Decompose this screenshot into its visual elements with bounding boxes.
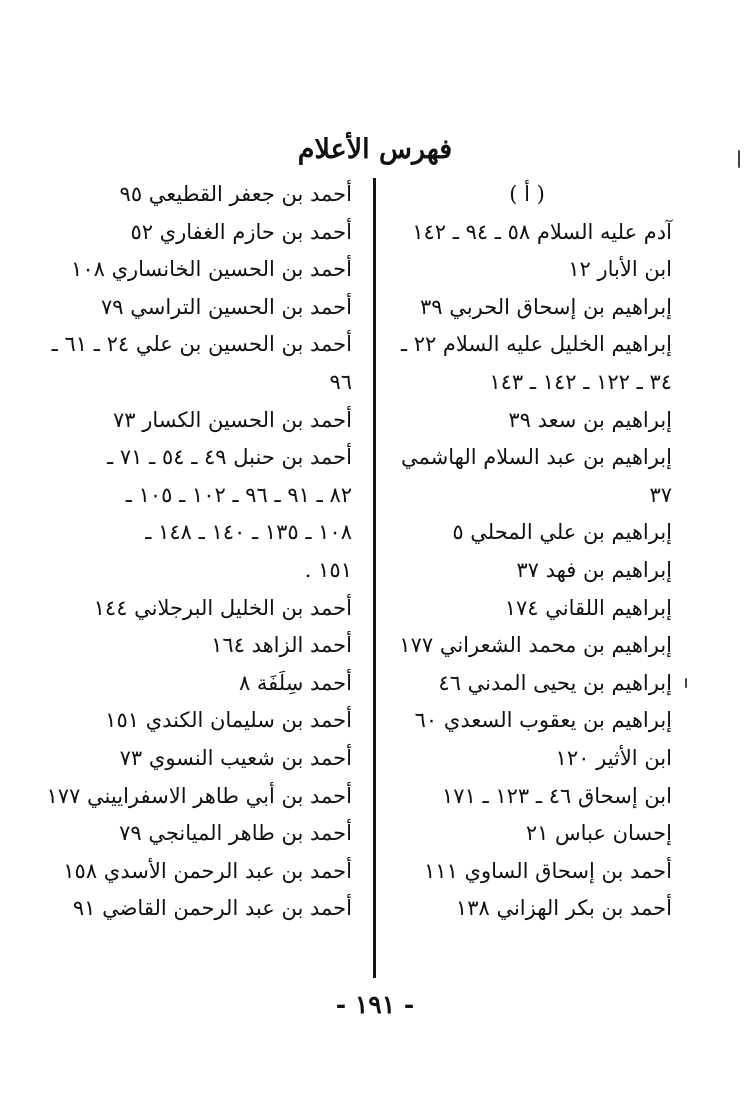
index-entry: أحمد بن حنبل ٤٩ ـ ٥٤ ـ ٧١ ـ [107,445,352,470]
index-entry: إبراهيم بن يحيى المدني ٤٦ [438,670,672,695]
section-heading-alif: ( أ ) [509,182,545,206]
index-entry: أحمد بن أبي طاهر الاسفراييني ١٧٧ [46,783,352,808]
index-entry: أحمد سِلَفَة ٨ [238,670,352,695]
index-entry: إبراهيم بن محمد الشعراني ١٧٧ [399,633,672,658]
index-entry: إبراهيم بن عبد السلام الهاشمي [401,445,672,470]
index-entry: إحسان عباس ٢١ [525,821,672,846]
index-entry: إبراهيم بن سعد ٣٩ [508,407,672,432]
index-entry: إبراهيم بن فهد ٣٧ [516,557,672,582]
index-entry: إبراهيم بن يعقوب السعدي ٦٠ [414,708,672,733]
index-entry: أحمد بن الحسين الخانساري ١٠٨ [71,257,352,282]
index-entry: أحمد بن الخليل البرجلاني ١٤٤ [93,595,352,620]
index-entry: أحمد بن طاهر الميانجي ٧٩ [119,821,352,846]
page-title: فهرس الأعلام [297,134,453,165]
index-entry: إبراهيم اللقاني ١٧٤ [504,595,672,620]
index-entry: أحمد بن عبد الرحمن القاضي ٩١ [72,896,352,921]
index-entry: ابن الأبار ١٢ [568,257,672,282]
index-entry: أحمد بن بكر الهزاني ١٣٨ [455,896,672,921]
index-entry-continuation: ١٠٨ ـ ١٣٥ ـ ١٤٠ ـ ١٤٨ ـ [145,520,352,545]
scan-speck [738,150,740,168]
index-entry-continuation: ٨٢ ـ ٩١ ـ ٩٦ ـ ١٠٢ ـ ١٠٥ ـ [125,482,352,507]
index-entry: أحمد الزاهد ١٦٤ [211,633,352,658]
index-entry: أحمد بن شعيب النسوي ٧٣ [119,745,352,770]
index-entry: آدم عليه السلام ٥٨ ـ ٩٤ ـ ١٤٢ [412,219,672,244]
index-column-right [382,176,672,928]
scan-speck [685,678,687,688]
index-entry: أحمد بن الحسين الكسار ٧٣ [112,407,352,432]
index-entry: أحمد بن سليمان الكندي ١٥١ [105,708,352,733]
index-entry: أحمد بن عبد الرحمن الأسدي ١٥٨ [63,858,352,883]
index-entry: إبراهيم بن علي المحلي ٥ [452,520,672,545]
index-entry: إبراهيم الخليل عليه السلام ٢٢ ـ [400,332,672,357]
index-entry-continuation: ١٥١ . [304,557,352,582]
column-divider [373,178,376,978]
index-entry: أحمد بن الحسين بن علي ٢٤ ـ ٦١ ـ [51,332,352,357]
page-number: - ١٩١ - [335,990,415,1019]
index-entry: ابن الأثير ١٢٠ [555,745,672,770]
index-entry-continuation: ٣٤ ـ ١٢٢ ـ ١٤٢ ـ ١٤٣ [489,369,672,394]
index-entry: أحمد بن جعفر القطيعي ٩٥ [119,182,352,206]
index-entry-continuation: ٣٧ [649,482,672,507]
index-entry: أحمد بن الحسين التراسي ٧٩ [100,294,352,319]
index-column-left [32,176,352,928]
index-entry-continuation: ٩٦ [329,369,352,394]
index-entry: أحمد بن إسحاق الساوي ١١١ [424,858,672,883]
index-entry: إبراهيم بن إسحاق الحربي ٣٩ [420,294,672,319]
index-entry: ابن إسحاق ٤٦ ـ ١٢٣ ـ ١٧١ [442,783,672,808]
index-entry: أحمد بن حازم الغفاري ٥٢ [130,219,352,244]
